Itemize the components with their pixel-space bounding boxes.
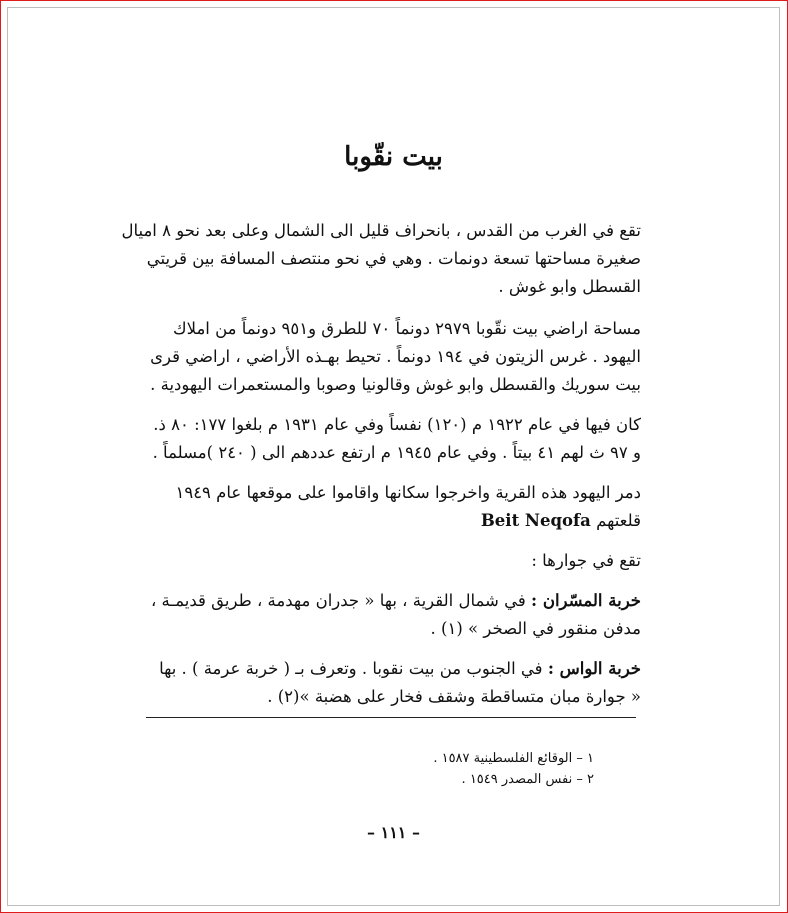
paragraph-destruction bbox=[146, 479, 641, 535]
text-segment: قلعتهم bbox=[596, 511, 641, 530]
text-line: تقع في جوارها : bbox=[531, 551, 641, 570]
paragraph-location bbox=[121, 217, 641, 301]
text-line: كان فيها في عام ١٩٢٢ م (١٢٠) نفساً وفي عام ١٩٣١ م بلغوا ١٧٧: ٨٠ ذ. bbox=[153, 415, 641, 434]
text-line: « جوارة مبان متساقطة وشقف فخار على هضبة »(٢) . bbox=[267, 687, 641, 706]
page-number: – ١١١ – bbox=[367, 823, 420, 842]
text-line: اليهود . غرس الزيتون في ١٩٤ دونماً . تحيط بهـذه الأراضي ، اراضي قرى bbox=[150, 347, 641, 366]
paragraph-land-area bbox=[146, 315, 641, 399]
footnote-separator bbox=[146, 717, 636, 718]
text-line: مساحة اراضي بيت نقّوبا ٢٩٧٩ دونماً ٧٠ للطرق و٩٥١ دونماً من املاك bbox=[173, 319, 641, 338]
footnotes bbox=[146, 748, 594, 790]
text-line: دمر اليهود هذه القرية واخرجوا سكانها واقاموا على موقعها عام ١٩٤٩ bbox=[175, 483, 641, 502]
text-segment: في شمال القرية ، بها « جدران مهدمة ، طريق قديمـة ، bbox=[150, 591, 526, 610]
text-segment: في الجنوب من بيت نقوبا . وتعرف بـ ( خربة عرمة ) . بها bbox=[159, 659, 543, 678]
paragraph-population bbox=[146, 411, 641, 467]
site-label: خربة المسّران : bbox=[531, 591, 641, 610]
latin-name: Beit Neqofa bbox=[480, 511, 591, 530]
text-line: بيت سوريك والقسطل وابو غوش وقالونيا وصوبا والمستعمرات اليهودية . bbox=[150, 375, 641, 394]
text-line bbox=[146, 507, 641, 535]
paragraph-khirbet-1 bbox=[146, 587, 641, 643]
text-line: صغيرة مساحتها تسعة دونمات . وهي في نحو منتصف المسافة بين قريتي bbox=[146, 249, 641, 268]
page-body bbox=[121, 141, 641, 723]
text-line: القسطل وابو غوش . bbox=[498, 277, 641, 296]
footnote: ١ – الوقائع الفلسطينية ١٥٨٧ . bbox=[433, 751, 594, 766]
footnote: ٢ – نفس المصدر ١٥٤٩ . bbox=[461, 772, 594, 787]
text-line bbox=[146, 655, 641, 683]
paragraph-khirbet-2 bbox=[146, 655, 641, 711]
text-line bbox=[146, 587, 641, 615]
page-title: بيت نقّوبا bbox=[344, 142, 443, 172]
text-line: تقع في الغرب من القدس ، بانحراف قليل الى الشمال وعلى بعد نحو ٨ اميال bbox=[121, 221, 641, 240]
paragraph-neighbors-intro bbox=[146, 547, 641, 575]
text-line: مدفن منقور في الصخر » (١) . bbox=[430, 619, 641, 638]
text-line: و ٩٧ ث لهم ٤١ بيتاً . وفي عام ١٩٤٥ م ارتفع عددهم الى ( ٢٤٠ )مسلماً . bbox=[152, 443, 641, 462]
site-label: خربة الواس : bbox=[547, 659, 641, 678]
